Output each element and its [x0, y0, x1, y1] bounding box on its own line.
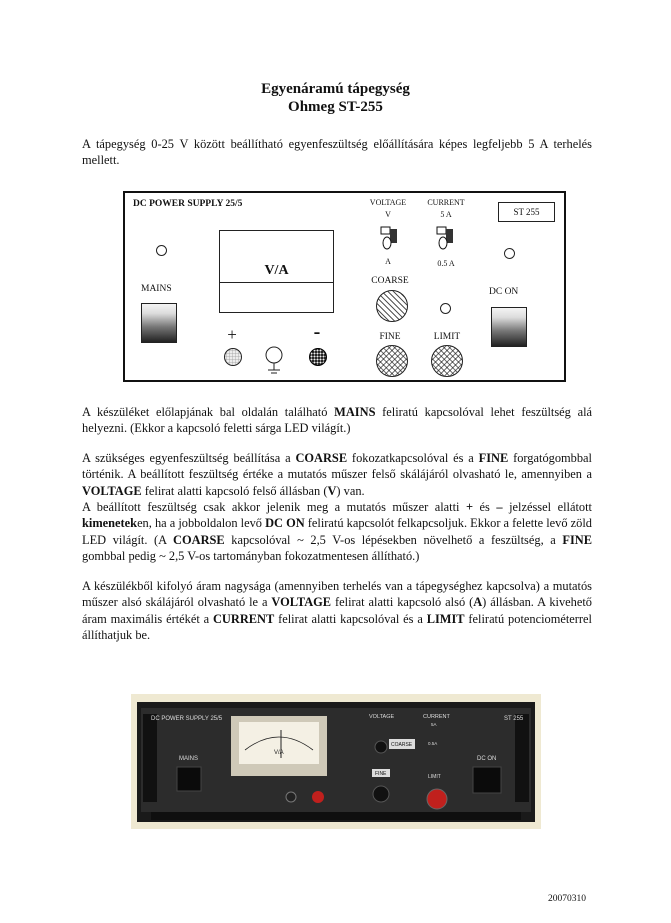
device-photo — [131, 694, 541, 829]
photo-dcon-text: DC ON — [477, 756, 497, 762]
photo-limit-text: LIMIT — [428, 774, 441, 780]
limit-knob[interactable] — [431, 345, 463, 377]
document-subtitle: Ohmeg ST-255 — [288, 99, 383, 115]
current-toggle-switch[interactable] — [435, 225, 455, 253]
coarse-knob[interactable] — [376, 290, 408, 322]
minus-label: - — [313, 321, 321, 343]
current-paragraph: A készülékből kifolyó áram nagysága (amennyiben terhelés van a tápegységhez kapcsolva) a mutatós műszer alsó skálájáról olvasható le a VOLTAGE felirat alatti kapcsoló alsó (A) állásban. A kivehető áram maximális értékét a CURRENT felirat alatti kapcsolóval és a LIMIT feliratú potenciométerrel állíthatjuk be. — [82, 579, 593, 643]
photo-current-05a: 0.5A — [428, 741, 438, 746]
ground-icon — [263, 346, 285, 376]
mains-led — [156, 245, 167, 256]
mains-switch[interactable] — [141, 303, 177, 343]
voltage-label: VOLTAGE — [369, 198, 407, 207]
meter-label: V/A — [264, 263, 289, 278]
dcon-switch[interactable] — [491, 307, 527, 347]
voltage-toggle-switch[interactable] — [379, 225, 399, 253]
meter-scale-line — [220, 282, 333, 283]
voltage-v-label: V — [385, 210, 391, 219]
limit-led — [440, 303, 451, 314]
coarse-label: COARSE — [371, 276, 409, 286]
intro-paragraph: A tápegység 0-25 V között beállítható egyenfeszültség előállítására képes legfeljebb 5 A terhelés mellett. — [82, 137, 592, 168]
current-5a-label: 5 A — [440, 210, 452, 219]
fine-label: FINE — [379, 332, 401, 342]
positive-terminal[interactable] — [224, 348, 242, 366]
model-label: ST 255 — [513, 207, 540, 217]
photo-brand-text: DC POWER SUPPLY 25/5 — [151, 716, 223, 722]
mains-paragraph: A készüléket előlapjának bal oldalán található MAINS feliratú kapcsolóval lehet feszültség alá helyezni. (Ekkor a kapcsoló feletti sárga LED világít.) — [82, 405, 593, 436]
current-label: CURRENT — [427, 198, 465, 207]
photo-voltage-text: VOLTAGE — [369, 714, 395, 720]
dcon-label: DC ON — [489, 287, 519, 297]
limit-label: LIMIT — [433, 332, 461, 342]
dcon-led — [504, 248, 515, 259]
photo-current-5a: 5A — [431, 722, 437, 727]
current-05a-label: 0.5 A — [437, 259, 455, 268]
photo-coarse-text: COARSE — [391, 742, 413, 748]
mains-label: MAINS — [141, 284, 172, 294]
panel-name: DC POWER SUPPLY 25/5 — [133, 199, 243, 209]
photo-meter-text: V/A — [274, 750, 284, 756]
output-paragraph: A beállított feszültség csak akkor jelenik meg a mutatós műszer alatti + és – jelzéssel ellátott kimeneteken, ha a jobboldalon levő DC ON feliratú kapcsolót felkapcsoljuk. Ekkor a felette levő zöld LED világít. (A COARSE kapcsolóval ~ 2,5 V-os lépésekben növelhető a feszültség, a FINE gombbal pedig ~ 2,5 V-os tartományban fokozatmentesen állítható.) — [82, 500, 592, 564]
plus-label: + — [227, 325, 237, 344]
photo-mains-text: MAINS — [179, 756, 199, 762]
device-photo-drawing — [131, 694, 541, 829]
document-title: Egyenáramú tápegység — [261, 81, 410, 97]
model-box — [498, 202, 555, 222]
voltage-a-label: A — [385, 257, 391, 266]
photo-model-text: ST 255 — [504, 716, 524, 722]
fine-knob[interactable] — [376, 345, 408, 377]
voltage-paragraph: A szükséges egyenfeszültség beállítása a COARSE fokozatkapcsolóval és a FINE forgatógombbal történik. A beállított feszültség értéke a mutatós műszer felső skálájáról olvasható le, amennyiben a VOLTAGE felirat alatti kapcsoló felső állásban (V) van. — [82, 451, 592, 498]
photo-fine-text: FINE — [375, 771, 387, 777]
negative-terminal[interactable] — [309, 348, 327, 366]
footer-code: 20070310 — [548, 894, 586, 904]
front-panel-diagram — [123, 191, 566, 382]
meter-display — [219, 230, 334, 313]
photo-current-text: CURRENT — [423, 714, 450, 720]
